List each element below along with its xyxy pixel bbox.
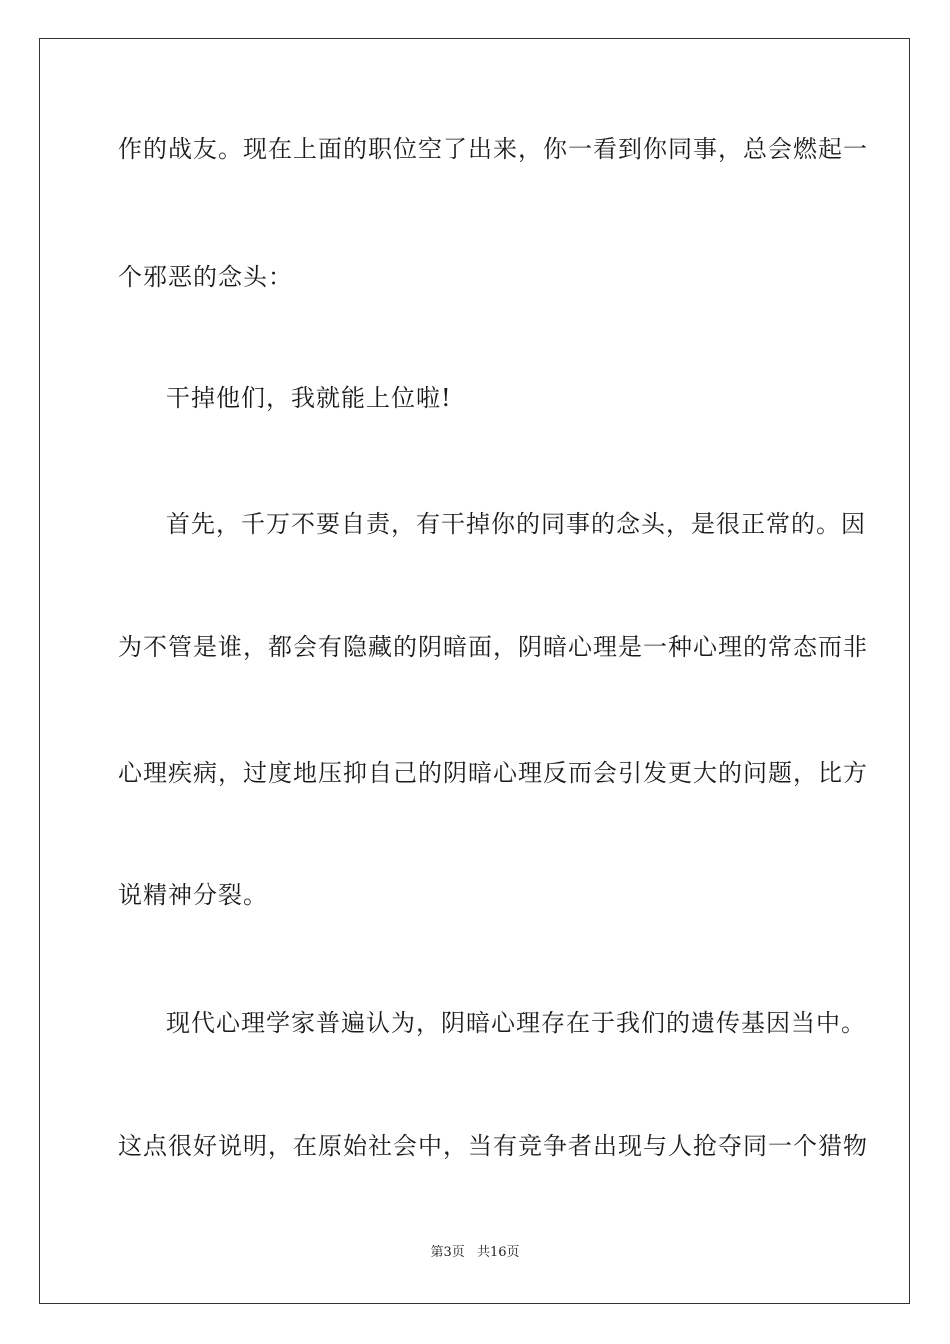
- page-footer: [0, 1244, 950, 1262]
- text-line: 首先，千万不要自责，有干掉你的同事的念头，是很正常的。因: [166, 510, 866, 538]
- page-number: 第3页: [430, 1245, 465, 1260]
- text-line: 作的战友。现在上面的职位空了出来，你一看到你同事，总会燃起一: [118, 135, 868, 163]
- text-line: 这点很好说明，在原始社会中，当有竞争者出现与人抢夺同一个猎物: [118, 1132, 868, 1160]
- page-total: 共16页: [476, 1245, 520, 1260]
- text-line: 心理疾病，过度地压抑自己的阴暗心理反而会引发更大的问题，比方: [118, 759, 868, 787]
- page-border: [39, 38, 910, 1304]
- text-line: 为不管是谁，都会有隐藏的阴暗面，阴暗心理是一种心理的常态而非: [118, 633, 868, 661]
- text-line: 现代心理学家普遍认为，阴暗心理存在于我们的遗传基因当中。: [166, 1009, 866, 1037]
- text-line: 干掉他们，我就能上位啦!: [166, 384, 452, 412]
- text-line: 说精神分裂。: [118, 881, 268, 909]
- text-line: 个邪恶的念头：: [118, 263, 293, 291]
